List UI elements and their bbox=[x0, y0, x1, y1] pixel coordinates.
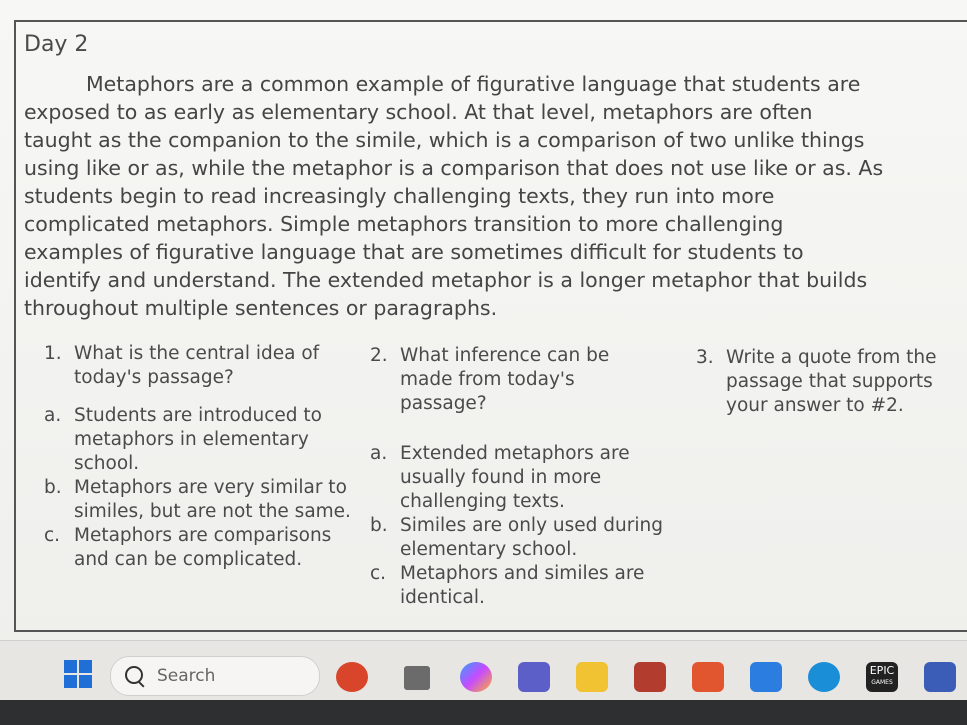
option-text: Metaphors are very similar to similes, but are not the same. bbox=[74, 477, 351, 522]
day-heading: Day 2 bbox=[24, 32, 89, 57]
answer-option bbox=[44, 476, 354, 524]
game-app-icon[interactable] bbox=[336, 662, 368, 692]
option-letter: c. bbox=[370, 563, 387, 584]
option-text: Similes are only used during elementary school. bbox=[400, 515, 663, 560]
option-letter: a. bbox=[370, 443, 388, 464]
microsoft-store-icon[interactable] bbox=[750, 662, 782, 692]
question-number: 2. bbox=[370, 345, 388, 366]
option-letter: a. bbox=[44, 405, 62, 426]
game-launcher-icon[interactable] bbox=[634, 662, 666, 692]
option-letter: b. bbox=[370, 515, 388, 536]
answer-option bbox=[44, 524, 354, 572]
passage-paragraph bbox=[24, 70, 964, 322]
desk-edge bbox=[0, 700, 967, 725]
question-text: Write a quote from the passage that supports your answer to #2. bbox=[726, 347, 937, 416]
frame-top-border bbox=[14, 20, 967, 22]
epic-games-icon[interactable] bbox=[866, 662, 898, 692]
windows-start-icon[interactable] bbox=[64, 660, 92, 688]
passage-line: complicated metaphors. Simple metaphors transition to more challenging bbox=[24, 212, 784, 236]
passage-line: taught as the companion to the simile, which is a comparison of two unlike things bbox=[24, 128, 865, 152]
answer-option bbox=[370, 442, 690, 514]
epic-label: EPIC bbox=[869, 664, 895, 677]
question-2-column bbox=[370, 344, 690, 610]
passage-line: Metaphors are a common example of figurative language that students are bbox=[86, 72, 861, 96]
search-placeholder: Search bbox=[157, 666, 216, 686]
option-letter: b. bbox=[44, 477, 62, 498]
question-number: 1. bbox=[44, 343, 62, 364]
passage-line: throughout multiple sentences or paragraphs. bbox=[24, 296, 498, 320]
passage-line: students begin to read increasingly challenging texts, they run into more bbox=[24, 184, 775, 208]
answer-option bbox=[44, 404, 354, 476]
epic-sub-label: GAMES bbox=[871, 679, 893, 686]
option-text: Extended metaphors are usually found in more challenging texts. bbox=[400, 443, 630, 512]
copilot-icon[interactable] bbox=[460, 662, 492, 692]
question-text: What inference can be made from today's passage? bbox=[400, 345, 610, 414]
question-3 bbox=[696, 346, 967, 418]
option-text: Students are introduced to metaphors in elementary school. bbox=[74, 405, 322, 474]
passage-line: identify and understand. The extended metaphor is a longer metaphor that builds bbox=[24, 268, 868, 292]
question-text: What is the central idea of today's passage? bbox=[74, 343, 320, 388]
passage-line: using like or as, while the metaphor is a comparison that does not use like or as. As bbox=[24, 156, 884, 180]
edge-icon[interactable] bbox=[808, 662, 840, 692]
frame-left-border bbox=[14, 20, 16, 632]
passage-line: exposed to as early as elementary school. At that level, metaphors are often bbox=[24, 100, 813, 124]
question-1-column bbox=[44, 342, 354, 572]
app-blue-icon[interactable] bbox=[924, 662, 956, 692]
answer-option bbox=[370, 514, 690, 562]
question-1 bbox=[44, 342, 354, 390]
question-2 bbox=[370, 344, 690, 416]
file-explorer-icon[interactable] bbox=[576, 662, 608, 692]
question-3-column bbox=[696, 346, 967, 418]
teams-icon[interactable] bbox=[518, 662, 550, 692]
search-icon bbox=[125, 666, 143, 684]
taskbar-search-box[interactable] bbox=[110, 656, 320, 696]
passage-line: examples of figurative language that are sometimes difficult for students to bbox=[24, 240, 804, 264]
option-letter: c. bbox=[44, 525, 61, 546]
question-number: 3. bbox=[696, 347, 714, 368]
option-text: Metaphors and similes are identical. bbox=[400, 563, 645, 608]
file-explorer-mini-icon[interactable] bbox=[404, 666, 430, 690]
frame-bottom-border bbox=[14, 630, 967, 632]
answer-option bbox=[370, 562, 690, 610]
app-red-icon[interactable] bbox=[692, 662, 724, 692]
option-text: Metaphors are comparisons and can be complicated. bbox=[74, 525, 332, 570]
